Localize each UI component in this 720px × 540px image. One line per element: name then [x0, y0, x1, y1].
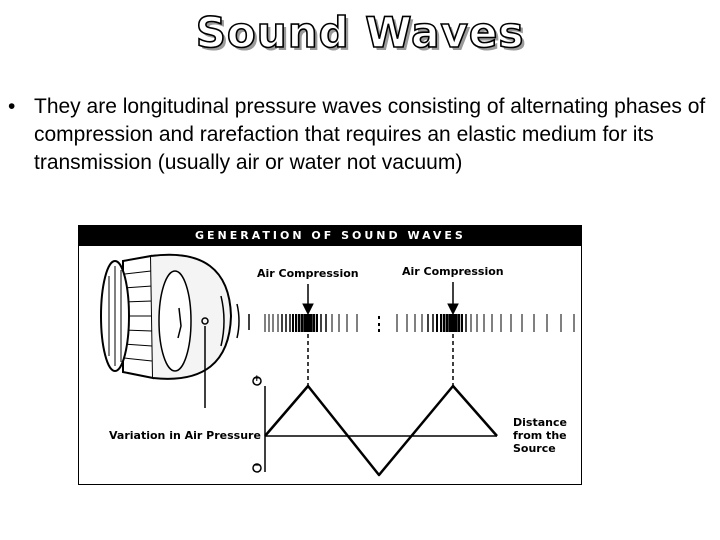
air-molecule-strip — [265, 314, 574, 332]
diagram-graphics — [79, 226, 581, 484]
peak-guides — [308, 334, 453, 386]
bullet-point — [8, 93, 708, 177]
air-compression-label-left: Air Compression — [257, 267, 359, 280]
diagram-header: GENERATION OF SOUND WAVES — [79, 226, 581, 246]
distance-from-source-label: Distance from the Source — [513, 416, 567, 455]
pressure-wave — [265, 386, 497, 475]
sound-wave-diagram — [78, 225, 582, 485]
speaker-icon — [101, 255, 249, 408]
bullet-text: They are longitudinal pressure waves consisting of alternating phases of compression and rarefaction that requires an elastic medium for its transmission (usually air or water not vacuum) — [34, 95, 706, 174]
slide-title: Sound Waves — [195, 8, 525, 57]
air-compression-label-right: Air Compression — [402, 265, 504, 278]
minus-sign: − — [253, 461, 261, 471]
bullet-symbol: • — [8, 95, 16, 118]
compression-arrows — [303, 282, 458, 314]
pressure-axis — [253, 377, 497, 472]
plus-sign: + — [253, 374, 261, 384]
variation-in-air-pressure-label: Variation in Air Pressure — [109, 429, 261, 442]
